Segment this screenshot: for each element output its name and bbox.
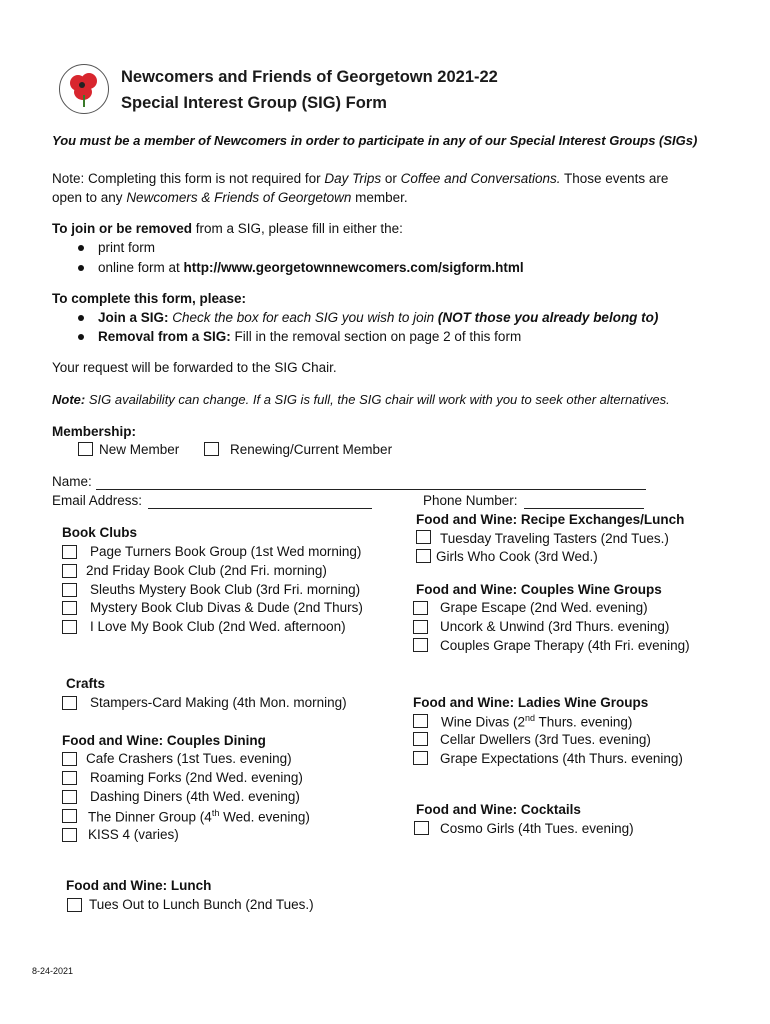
sig-label: 2nd Friday Book Club (2nd Fri. morning): [86, 563, 327, 578]
form-title-line1: Newcomers and Friends of Georgetown 2021-22: [121, 68, 498, 86]
sig-label: I Love My Book Club (2nd Wed. afternoon): [90, 619, 346, 634]
crafts-heading: Crafts: [66, 676, 106, 691]
phone-field[interactable]: [524, 508, 644, 509]
bullet: [78, 334, 84, 340]
renewing-member-checkbox[interactable]: [204, 442, 219, 456]
couples-wine-heading: Food and Wine: Couples Wine Groups: [416, 582, 662, 597]
sig-checkbox-mystery-divas[interactable]: [62, 601, 77, 615]
email-field[interactable]: [148, 508, 372, 509]
sig-checkbox-roaming-forks[interactable]: [62, 771, 77, 785]
sig-label: Page Turners Book Group (1st Wed morning): [90, 544, 362, 559]
sig-label: Uncork & Unwind (3rd Thurs. evening): [440, 619, 670, 634]
sig-checkbox-uncork-unwind[interactable]: [413, 620, 428, 634]
join-sig-instruction: Join a SIG: Check the box for each SIG you wish to join (NOT those you already belong to): [98, 310, 659, 325]
sig-checkbox-sleuths[interactable]: [62, 583, 77, 597]
cocktails-heading: Food and Wine: Cocktails: [416, 802, 581, 817]
sig-checkbox-girls-who-cook[interactable]: [416, 549, 431, 563]
sig-label: Stampers-Card Making (4th Mon. morning): [90, 695, 347, 710]
removal-instruction: Removal from a SIG: Fill in the removal section on page 2 of this form: [98, 329, 522, 344]
bullet: [78, 245, 84, 251]
sig-checkbox-stampers[interactable]: [62, 696, 77, 710]
book-clubs-heading: Book Clubs: [62, 525, 138, 540]
sig-checkbox-tues-out-to-lunch[interactable]: [67, 898, 82, 912]
sig-checkbox-cellar-dwellers[interactable]: [413, 732, 428, 746]
sig-label: Tuesday Traveling Tasters (2nd Tues.): [440, 531, 669, 546]
bullet: [78, 315, 84, 321]
new-member-label: New Member: [99, 442, 180, 457]
sig-label: Cellar Dwellers (3rd Tues. evening): [440, 732, 651, 747]
sig-checkbox-wine-divas[interactable]: [413, 714, 428, 728]
renewing-member-label: Renewing/Current Member: [230, 442, 393, 457]
sig-checkbox-couples-grape-therapy[interactable]: [413, 638, 428, 652]
sig-label: The Dinner Group (4th Wed. evening): [88, 808, 310, 825]
phone-label: Phone Number:: [423, 493, 518, 508]
sig-checkbox-tuesday-traveling-tasters[interactable]: [416, 530, 431, 544]
availability-note: Note: SIG availability can change. If a SIG is full, the SIG chair will work with you to seek other alternatives.: [52, 392, 670, 407]
sig-label: Grape Expectations (4th Thurs. evening): [440, 751, 683, 766]
sig-label: KISS 4 (varies): [88, 827, 179, 842]
join-instructions: To join or be removed from a SIG, please fill in either the:: [52, 221, 403, 236]
complete-title: To complete this form, please:: [52, 291, 247, 306]
sig-label: Mystery Book Club Divas & Dude (2nd Thurs): [90, 600, 363, 615]
sig-label: Dashing Diners (4th Wed. evening): [90, 789, 300, 804]
email-label: Email Address:: [52, 493, 143, 508]
sig-label: Wine Divas (2nd Thurs. evening): [441, 713, 633, 730]
note-line1: Note: Completing this form is not required for Day Trips or Coffee and Conversations. Those events are: [52, 171, 669, 186]
sig-checkbox-cosmo-girls[interactable]: [414, 821, 429, 835]
name-field[interactable]: [96, 489, 646, 490]
lunch-heading: Food and Wine: Lunch: [66, 878, 212, 893]
sig-checkbox-cafe-crashers[interactable]: [62, 752, 77, 766]
note-line2: open to any Newcomers & Friends of Georgetown member.: [52, 190, 408, 205]
membership-label: Membership:: [52, 424, 137, 439]
member-notice: You must be a member of Newcomers in order to participate in any of our Special Interest Groups (SIGs): [52, 133, 698, 148]
online-form-link[interactable]: http://www.georgetownnewcomers.com/sigform.html: [183, 260, 524, 275]
sig-checkbox-grape-expectations[interactable]: [413, 751, 428, 765]
sig-label: Tues Out to Lunch Bunch (2nd Tues.): [89, 897, 314, 912]
new-member-checkbox[interactable]: [78, 442, 93, 456]
bullet: [78, 265, 84, 271]
name-label: Name:: [52, 474, 92, 489]
recipe-heading: Food and Wine: Recipe Exchanges/Lunch: [416, 512, 685, 527]
ladies-wine-heading: Food and Wine: Ladies Wine Groups: [413, 695, 649, 710]
forwarded-note: Your request will be forwarded to the SIG Chair.: [52, 360, 337, 375]
sig-label: Grape Escape (2nd Wed. evening): [440, 600, 648, 615]
form-title-line2: Special Interest Group (SIG) Form: [121, 94, 387, 112]
sig-label: Cafe Crashers (1st Tues. evening): [86, 751, 292, 766]
sig-checkbox-2nd-friday[interactable]: [62, 564, 77, 578]
sig-checkbox-dashing-diners[interactable]: [62, 790, 77, 804]
bullet-print-form: print form: [98, 240, 156, 255]
sig-checkbox-page-turners[interactable]: [62, 545, 77, 559]
sig-checkbox-kiss-4[interactable]: [62, 828, 77, 842]
sig-label: Cosmo Girls (4th Tues. evening): [440, 821, 634, 836]
couples-dining-heading: Food and Wine: Couples Dining: [62, 733, 266, 748]
newcomers-logo: [59, 64, 109, 114]
bullet-online-form: online form at http://www.georgetownnewcomers.com/sigform.html: [98, 260, 524, 275]
sig-label: Couples Grape Therapy (4th Fri. evening): [440, 638, 690, 653]
sig-label: Roaming Forks (2nd Wed. evening): [90, 770, 303, 785]
form-date: 8-24-2021: [32, 966, 74, 976]
sig-label: Sleuths Mystery Book Club (3rd Fri. morning): [90, 582, 361, 597]
sig-checkbox-i-love-my-book-club[interactable]: [62, 620, 77, 634]
sig-checkbox-grape-escape[interactable]: [413, 601, 428, 615]
sig-checkbox-dinner-group[interactable]: [62, 809, 77, 823]
sig-label: Girls Who Cook (3rd Wed.): [436, 549, 598, 564]
